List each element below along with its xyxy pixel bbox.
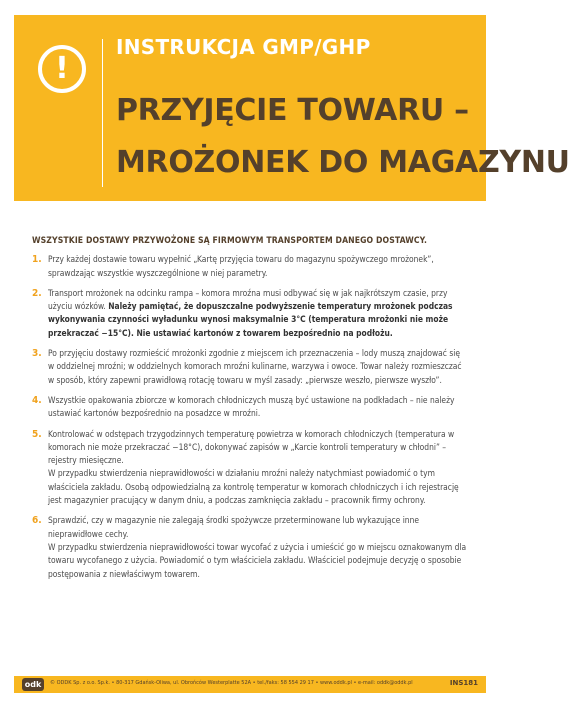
item-number: 3. [32, 348, 42, 360]
item-text: Kontrolować w odstępach trzygodzinnych temperaturę powietrza w komorach chłodniczych (temperatura w komorach nie może przekraczać −18°C), dokonywać zapisów w „Karcie kontroli temperatury w chłodni” – rejestry miesięczne. [48, 428, 455, 466]
item-text-continued: W przypadku stwierdzenia nieprawidłowości w działaniu mroźni należy natychmiast powiadomić o tym właściciela zakładu. Osobą odpowiedzialną za kontrolę temperatur w komorach chłodniczych i ich rejestrację jest magazynier pracujący w danym dniu, a podczas zamknięcia zakładu – pracownik firmy ochrony. [48, 468, 459, 506]
item-number: 1. [32, 254, 42, 266]
list-item [32, 253, 468, 280]
list-item [32, 347, 468, 387]
item-number: 5. [32, 428, 42, 440]
exclamation-icon: ! [38, 45, 86, 93]
item-text-continued: W przypadku stwierdzenia nieprawidłowości towar wycofać z użycia i umieścić go w miejscu oznakowanym dla towaru wycofanego z użycia. Powiadomić o tym właściciela zakładu. Właściciel podejmuje decyzję o sposobie postępowania z niewłaściwym towarem. [48, 541, 467, 579]
footer-contact: © ODDK Sp. z o.o. Sp.k. • 80-317 Gdańsk-Oliwa, ul. Obrońców Westerplatte 52A • tel./faks: 58 554 29 17 • www.oddk.pl • e-mail: oddk@oddk.pl [50, 680, 413, 686]
item-number: 4. [32, 394, 42, 406]
oddk-logo: odk [22, 678, 44, 691]
header-title-line-2: MROŻONEK DO MAGAZYNU [116, 145, 570, 180]
item-text: Transport mrożonek na odcinku rampa – komora mroźna musi odbywać się w jak najkrótszym czasie, przy użyciu wózków. [48, 287, 448, 312]
item-bold-text: Należy pamiętać, że dopuszczalne podwyższenie temperatury mrożonek podczas wykonywania czynności wyładunku wynosi maksymalnie 3°C (temperatura mrożonki nie może przekraczać −15°C). Nie ustawiać kartonów z towarem bezpośrednio na podłożu. [48, 301, 453, 338]
list-item [32, 394, 468, 421]
item-text: Po przyjęciu dostawy rozmieścić mrożonki zgodnie z miejscem ich przeznaczenia – lody muszą znajdować się w oddzielnej mroźni; w oddzielnych komorach mroźni kulinarne, warzywa i owoce. Towar należy rozmieszczać w sposób, który zapewni prawidłową rotację towaru w myśl zasady: „pierwsze weszło, pierwsze wyszło”. [48, 348, 462, 385]
header-divider [102, 39, 103, 187]
document-code: INS181 [449, 679, 478, 687]
footer-bar [14, 676, 486, 693]
list-item [32, 514, 468, 580]
item-number: 6. [32, 515, 42, 527]
item-text: Wszystkie opakowania zbiorcze w komorach chłodniczych muszą być ustawione na podkładach – nie należy ustawiać kartonów bezpośrednio na posadzce w mroźni. [48, 394, 455, 419]
header-subtitle: INSTRUKCJA GMP/GHP [116, 35, 371, 59]
header-title-line-1: PRZYJĘCIE TOWARU – [116, 93, 469, 128]
instruction-body [32, 235, 468, 588]
item-text: Sprawdzić, czy w magazynie nie zalegają środki spożywcze przeterminowane lub wykazujące inne nieprawidłowe cechy. [48, 515, 419, 539]
list-item [32, 287, 468, 340]
item-number: 2. [32, 287, 42, 299]
intro-heading: WSZYSTKIE DOSTAWY PRZYWOŻONE SĄ FIRMOWYM TRANSPORTEM DANEGO DOSTAWCY. [32, 236, 427, 246]
list-item [32, 428, 468, 508]
item-text: Przy każdej dostawie towaru wypełnić „Kartę przyjęcia towaru do magazynu spożywczego mrożonek”, sprawdzając wszystkie wyszczególnione w niej parametry. [48, 254, 434, 278]
instruction-sheet [14, 15, 570, 693]
header-banner [14, 15, 570, 201]
